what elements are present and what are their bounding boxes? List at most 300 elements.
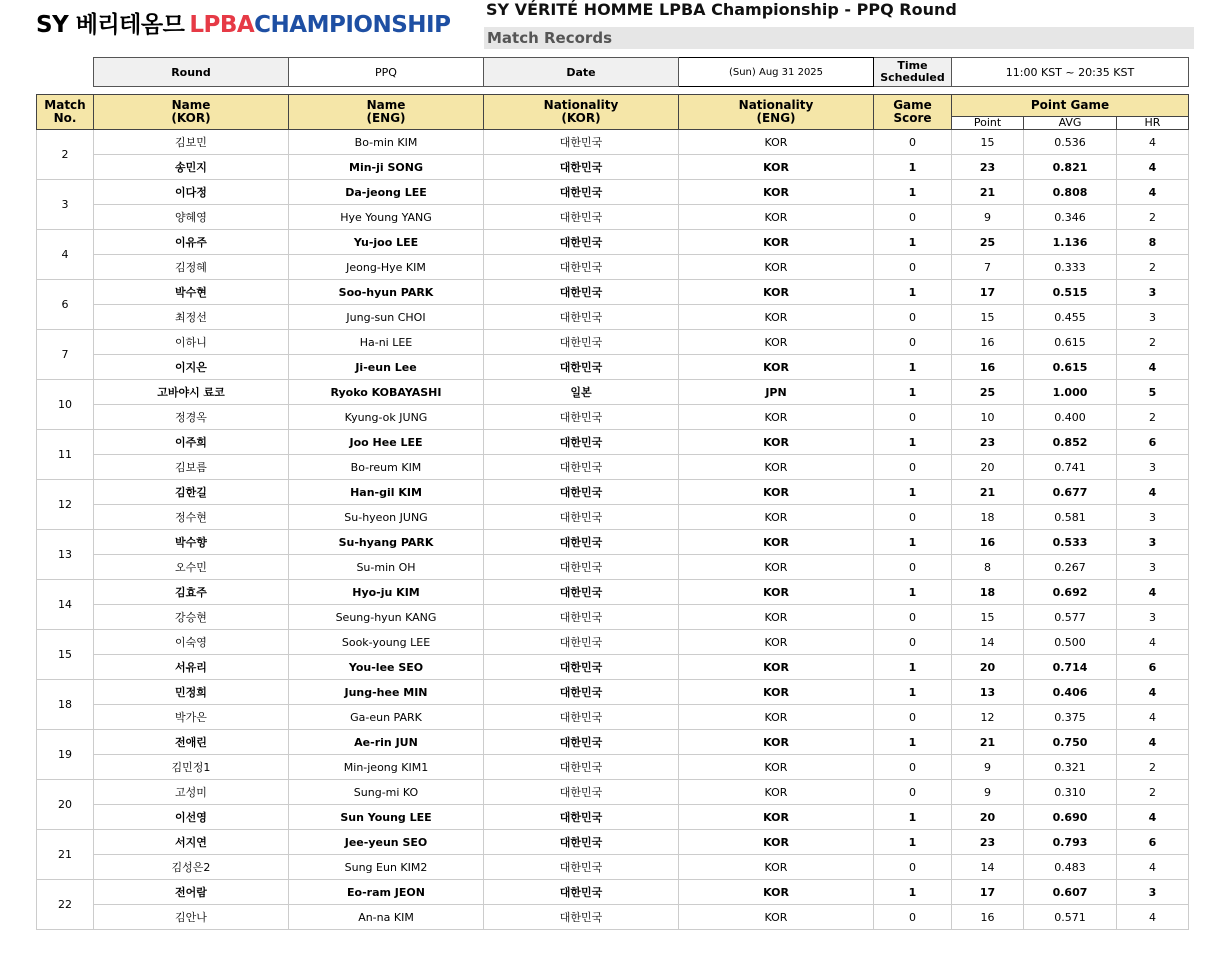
- col-name-eng: [289, 95, 484, 130]
- cell-name-kor: 박수현: [94, 280, 289, 305]
- cell-avg: 0.677: [1024, 480, 1117, 505]
- time-scheduled-value: 11:00 KST ~ 20:35 KST: [952, 58, 1189, 87]
- cell-name-kor: 최정선: [94, 305, 289, 330]
- cell-name-eng: Su-hyang PARK: [289, 530, 484, 555]
- col-nat-eng-l2: (ENG): [756, 111, 796, 125]
- cell-nationality-kor: 대한민국: [484, 155, 679, 180]
- cell-name-eng: Jee-yeun SEO: [289, 830, 484, 855]
- cell-avg: 0.533: [1024, 530, 1117, 555]
- col-game-score-l2: Score: [893, 111, 932, 125]
- cell-game-score: 0: [874, 305, 952, 330]
- cell-avg: 0.515: [1024, 280, 1117, 305]
- cell-nationality-kor: 대한민국: [484, 180, 679, 205]
- cell-nationality-kor: 대한민국: [484, 655, 679, 680]
- cell-point: 10: [952, 405, 1024, 430]
- cell-point: 14: [952, 855, 1024, 880]
- cell-point: 17: [952, 280, 1024, 305]
- table-row: [37, 905, 1189, 930]
- cell-nationality-eng: KOR: [679, 880, 874, 905]
- cell-avg: 0.808: [1024, 180, 1117, 205]
- table-row: [37, 130, 1189, 155]
- cell-point: 21: [952, 730, 1024, 755]
- cell-nationality-kor: 대한민국: [484, 680, 679, 705]
- cell-avg: 0.571: [1024, 905, 1117, 930]
- cell-hr: 2: [1117, 205, 1189, 230]
- cell-name-eng: Eo-ram JEON: [289, 880, 484, 905]
- page-title: SY VÉRITÉ HOMME LPBA Championship - PPQ Round: [486, 0, 957, 19]
- cell-avg: 0.615: [1024, 330, 1117, 355]
- cell-game-score: 0: [874, 505, 952, 530]
- cell-name-eng: Ae-rin JUN: [289, 730, 484, 755]
- cell-hr: 4: [1117, 480, 1189, 505]
- cell-avg: 1.136: [1024, 230, 1117, 255]
- cell-game-score: 0: [874, 255, 952, 280]
- cell-avg: 0.852: [1024, 430, 1117, 455]
- cell-avg: 0.536: [1024, 130, 1117, 155]
- logo-sy-text: SY 베리테옴므: [36, 12, 185, 38]
- cell-avg: 0.310: [1024, 780, 1117, 805]
- cell-hr: 4: [1117, 730, 1189, 755]
- cell-hr: 3: [1117, 305, 1189, 330]
- cell-hr: 2: [1117, 755, 1189, 780]
- cell-name-kor: 김효주: [94, 580, 289, 605]
- cell-name-kor: 이숙영: [94, 630, 289, 655]
- cell-name-eng: Sook-young LEE: [289, 630, 484, 655]
- cell-game-score: 0: [874, 405, 952, 430]
- col-point-game: Point Game: [952, 95, 1189, 117]
- cell-game-score: 0: [874, 555, 952, 580]
- match-number: 2: [37, 130, 94, 180]
- cell-avg: 0.692: [1024, 580, 1117, 605]
- table-row: [37, 555, 1189, 580]
- cell-nationality-kor: 대한민국: [484, 405, 679, 430]
- cell-hr: 3: [1117, 530, 1189, 555]
- cell-nationality-kor: 대한민국: [484, 480, 679, 505]
- cell-game-score: 1: [874, 280, 952, 305]
- cell-nationality-kor: 대한민국: [484, 705, 679, 730]
- match-number: 7: [37, 330, 94, 380]
- cell-nationality-eng: KOR: [679, 580, 874, 605]
- cell-name-kor: 고바야시 료코: [94, 380, 289, 405]
- cell-nationality-eng: KOR: [679, 130, 874, 155]
- cell-nationality-kor: 대한민국: [484, 730, 679, 755]
- cell-game-score: 1: [874, 230, 952, 255]
- cell-avg: 0.581: [1024, 505, 1117, 530]
- cell-name-kor: 전애린: [94, 730, 289, 755]
- table-row: [37, 305, 1189, 330]
- cell-name-kor: 박수향: [94, 530, 289, 555]
- cell-point: 23: [952, 430, 1024, 455]
- cell-game-score: 1: [874, 655, 952, 680]
- cell-hr: 3: [1117, 555, 1189, 580]
- cell-point: 15: [952, 305, 1024, 330]
- cell-game-score: 1: [874, 155, 952, 180]
- cell-point: 15: [952, 130, 1024, 155]
- col-nat-kor-l2: (KOR): [561, 111, 601, 125]
- table-row: [37, 155, 1189, 180]
- time-label-line1: Time: [897, 59, 928, 72]
- cell-game-score: 0: [874, 780, 952, 805]
- cell-name-eng: Da-jeong LEE: [289, 180, 484, 205]
- table-row: [37, 505, 1189, 530]
- cell-avg: 1.000: [1024, 380, 1117, 405]
- cell-point: 16: [952, 530, 1024, 555]
- cell-game-score: 1: [874, 730, 952, 755]
- cell-hr: 5: [1117, 380, 1189, 405]
- cell-avg: 0.741: [1024, 455, 1117, 480]
- match-number: 15: [37, 630, 94, 680]
- cell-name-eng: Hyo-ju KIM: [289, 580, 484, 605]
- cell-nationality-kor: 대한민국: [484, 355, 679, 380]
- cell-name-eng: Min-jeong KIM1: [289, 755, 484, 780]
- table-row: [37, 380, 1189, 405]
- cell-name-eng: Sun Young LEE: [289, 805, 484, 830]
- cell-hr: 3: [1117, 880, 1189, 905]
- cell-nationality-kor: 대한민국: [484, 230, 679, 255]
- cell-name-kor: 이하니: [94, 330, 289, 355]
- cell-avg: 0.321: [1024, 755, 1117, 780]
- cell-avg: 0.483: [1024, 855, 1117, 880]
- cell-nationality-eng: KOR: [679, 705, 874, 730]
- cell-avg: 0.690: [1024, 805, 1117, 830]
- cell-name-kor: 서유리: [94, 655, 289, 680]
- cell-nationality-eng: KOR: [679, 805, 874, 830]
- cell-game-score: 1: [874, 580, 952, 605]
- cell-name-eng: Bo-reum KIM: [289, 455, 484, 480]
- cell-nationality-kor: 대한민국: [484, 805, 679, 830]
- cell-hr: 4: [1117, 130, 1189, 155]
- cell-point: 21: [952, 180, 1024, 205]
- cell-avg: 0.346: [1024, 205, 1117, 230]
- cell-game-score: 0: [874, 205, 952, 230]
- cell-hr: 6: [1117, 655, 1189, 680]
- col-game-score-l1: Game: [893, 98, 932, 112]
- cell-nationality-eng: KOR: [679, 905, 874, 930]
- col-nat-eng: [679, 95, 874, 130]
- col-point: Point: [952, 117, 1024, 130]
- cell-nationality-kor: 대한민국: [484, 855, 679, 880]
- table-row: [37, 680, 1189, 705]
- cell-name-kor: 박가은: [94, 705, 289, 730]
- table-row: [37, 330, 1189, 355]
- match-number: 20: [37, 780, 94, 830]
- cell-hr: 2: [1117, 780, 1189, 805]
- cell-avg: 0.821: [1024, 155, 1117, 180]
- table-row: [37, 780, 1189, 805]
- cell-nationality-kor: 대한민국: [484, 555, 679, 580]
- cell-name-eng: Su-min OH: [289, 555, 484, 580]
- cell-name-eng: Han-gil KIM: [289, 480, 484, 505]
- match-number: 13: [37, 530, 94, 580]
- cell-point: 17: [952, 880, 1024, 905]
- cell-avg: 0.607: [1024, 880, 1117, 905]
- cell-avg: 0.500: [1024, 630, 1117, 655]
- date-value: (Sun) Aug 31 2025: [679, 58, 874, 87]
- cell-nationality-kor: 대한민국: [484, 755, 679, 780]
- cell-game-score: 0: [874, 455, 952, 480]
- table-row: [37, 430, 1189, 455]
- cell-avg: 0.375: [1024, 705, 1117, 730]
- cell-game-score: 1: [874, 180, 952, 205]
- cell-nationality-kor: 대한민국: [484, 605, 679, 630]
- table-row: [37, 480, 1189, 505]
- cell-name-eng: Jeong-Hye KIM: [289, 255, 484, 280]
- cell-game-score: 1: [874, 430, 952, 455]
- cell-name-kor: 정수현: [94, 505, 289, 530]
- cell-point: 13: [952, 680, 1024, 705]
- col-avg: AVG: [1024, 117, 1117, 130]
- cell-name-eng: Ji-eun Lee: [289, 355, 484, 380]
- cell-name-kor: 김보름: [94, 455, 289, 480]
- cell-name-kor: 이다정: [94, 180, 289, 205]
- match-number: 19: [37, 730, 94, 780]
- cell-game-score: 1: [874, 530, 952, 555]
- cell-nationality-kor: 대한민국: [484, 580, 679, 605]
- col-match-no: [37, 95, 94, 130]
- cell-game-score: 0: [874, 905, 952, 930]
- cell-hr: 4: [1117, 805, 1189, 830]
- cell-hr: 2: [1117, 405, 1189, 430]
- cell-nationality-eng: KOR: [679, 830, 874, 855]
- cell-hr: 4: [1117, 630, 1189, 655]
- page-subtitle: Match Records: [484, 27, 1194, 49]
- cell-point: 23: [952, 830, 1024, 855]
- cell-hr: 6: [1117, 830, 1189, 855]
- date-label: Date: [484, 58, 679, 87]
- cell-hr: 3: [1117, 505, 1189, 530]
- cell-point: 9: [952, 780, 1024, 805]
- cell-nationality-kor: 대한민국: [484, 880, 679, 905]
- cell-nationality-eng: KOR: [679, 530, 874, 555]
- cell-nationality-kor: 대한민국: [484, 205, 679, 230]
- cell-name-eng: Yu-joo LEE: [289, 230, 484, 255]
- cell-nationality-kor: 대한민국: [484, 530, 679, 555]
- cell-nationality-eng: KOR: [679, 680, 874, 705]
- cell-name-eng: Sung Eun KIM2: [289, 855, 484, 880]
- table-row: [37, 455, 1189, 480]
- table-row: [37, 755, 1189, 780]
- cell-point: 25: [952, 230, 1024, 255]
- cell-name-kor: 서지연: [94, 830, 289, 855]
- table-row: [37, 855, 1189, 880]
- cell-game-score: 0: [874, 755, 952, 780]
- cell-nationality-eng: KOR: [679, 280, 874, 305]
- cell-nationality-eng: KOR: [679, 230, 874, 255]
- time-scheduled-label: [874, 58, 952, 87]
- table-row: [37, 180, 1189, 205]
- cell-game-score: 1: [874, 880, 952, 905]
- cell-point: 16: [952, 355, 1024, 380]
- cell-game-score: 1: [874, 680, 952, 705]
- col-game-score: [874, 95, 952, 130]
- cell-hr: 4: [1117, 180, 1189, 205]
- match-number: 14: [37, 580, 94, 630]
- cell-name-eng: Ga-eun PARK: [289, 705, 484, 730]
- cell-point: 18: [952, 505, 1024, 530]
- table-row: [37, 230, 1189, 255]
- cell-nationality-eng: KOR: [679, 330, 874, 355]
- match-number: 12: [37, 480, 94, 530]
- match-number: 4: [37, 230, 94, 280]
- cell-point: 7: [952, 255, 1024, 280]
- cell-avg: 0.400: [1024, 405, 1117, 430]
- cell-name-kor: 김한길: [94, 480, 289, 505]
- cell-name-kor: 김안나: [94, 905, 289, 930]
- cell-nationality-eng: KOR: [679, 730, 874, 755]
- cell-nationality-eng: KOR: [679, 630, 874, 655]
- cell-hr: 2: [1117, 330, 1189, 355]
- cell-name-kor: 김민정1: [94, 755, 289, 780]
- cell-nationality-kor: 대한민국: [484, 305, 679, 330]
- cell-hr: 4: [1117, 905, 1189, 930]
- table-row: [37, 630, 1189, 655]
- cell-point: 12: [952, 705, 1024, 730]
- cell-nationality-kor: 대한민국: [484, 330, 679, 355]
- cell-game-score: 0: [874, 705, 952, 730]
- cell-name-eng: Hye Young YANG: [289, 205, 484, 230]
- cell-nationality-eng: KOR: [679, 755, 874, 780]
- cell-hr: 4: [1117, 580, 1189, 605]
- match-number: 10: [37, 380, 94, 430]
- cell-name-eng: Jung-hee MIN: [289, 680, 484, 705]
- cell-nationality-eng: KOR: [679, 780, 874, 805]
- cell-name-kor: 김보민: [94, 130, 289, 155]
- cell-point: 21: [952, 480, 1024, 505]
- cell-avg: 0.267: [1024, 555, 1117, 580]
- cell-point: 20: [952, 655, 1024, 680]
- cell-nationality-kor: 대한민국: [484, 830, 679, 855]
- cell-nationality-kor: 대한민국: [484, 455, 679, 480]
- cell-hr: 4: [1117, 680, 1189, 705]
- table-row: [37, 280, 1189, 305]
- cell-game-score: 1: [874, 480, 952, 505]
- cell-nationality-eng: KOR: [679, 605, 874, 630]
- cell-name-eng: Min-ji SONG: [289, 155, 484, 180]
- cell-nationality-eng: KOR: [679, 655, 874, 680]
- match-number: 6: [37, 280, 94, 330]
- cell-point: 8: [952, 555, 1024, 580]
- cell-avg: 0.577: [1024, 605, 1117, 630]
- cell-nationality-eng: KOR: [679, 180, 874, 205]
- table-row: [37, 705, 1189, 730]
- cell-name-kor: 양혜영: [94, 205, 289, 230]
- cell-point: 9: [952, 205, 1024, 230]
- cell-nationality-kor: 대한민국: [484, 130, 679, 155]
- col-match-no-l2: No.: [53, 111, 77, 125]
- cell-nationality-eng: KOR: [679, 555, 874, 580]
- cell-name-eng: Kyung-ok JUNG: [289, 405, 484, 430]
- round-label: Round: [94, 58, 289, 87]
- cell-avg: 0.333: [1024, 255, 1117, 280]
- col-name-eng-l2: (ENG): [366, 111, 406, 125]
- cell-nationality-eng: KOR: [679, 255, 874, 280]
- cell-point: 15: [952, 605, 1024, 630]
- cell-game-score: 1: [874, 805, 952, 830]
- cell-hr: 2: [1117, 255, 1189, 280]
- cell-name-eng: Soo-hyun PARK: [289, 280, 484, 305]
- col-nat-kor-l1: Nationality: [543, 98, 619, 112]
- cell-name-eng: You-lee SEO: [289, 655, 484, 680]
- cell-name-kor: 오수민: [94, 555, 289, 580]
- cell-hr: 4: [1117, 355, 1189, 380]
- cell-name-kor: 송민지: [94, 155, 289, 180]
- cell-name-eng: Bo-min KIM: [289, 130, 484, 155]
- cell-point: 23: [952, 155, 1024, 180]
- cell-name-kor: 정경옥: [94, 405, 289, 430]
- match-number: 3: [37, 180, 94, 230]
- table-row: [37, 405, 1189, 430]
- cell-hr: 4: [1117, 855, 1189, 880]
- match-number: 21: [37, 830, 94, 880]
- cell-hr: 6: [1117, 430, 1189, 455]
- logo-championship-text: CHAMPIONSHIP: [254, 12, 451, 38]
- cell-point: 25: [952, 380, 1024, 405]
- table-row: [37, 655, 1189, 680]
- col-nat-eng-l1: Nationality: [738, 98, 814, 112]
- cell-name-kor: 강승현: [94, 605, 289, 630]
- col-name-eng-l1: Name: [366, 98, 406, 112]
- match-number: 18: [37, 680, 94, 730]
- table-row: [37, 205, 1189, 230]
- cell-game-score: 0: [874, 855, 952, 880]
- cell-name-kor: 이유주: [94, 230, 289, 255]
- table-row: [37, 730, 1189, 755]
- cell-point: 9: [952, 755, 1024, 780]
- cell-nationality-eng: KOR: [679, 480, 874, 505]
- cell-nationality-eng: KOR: [679, 355, 874, 380]
- cell-nationality-kor: 대한민국: [484, 280, 679, 305]
- cell-hr: 3: [1117, 605, 1189, 630]
- cell-name-eng: An-na KIM: [289, 905, 484, 930]
- round-value: PPQ: [289, 58, 484, 87]
- cell-avg: 0.750: [1024, 730, 1117, 755]
- cell-game-score: 0: [874, 130, 952, 155]
- match-number: 22: [37, 880, 94, 930]
- cell-name-kor: 전어람: [94, 880, 289, 905]
- table-row: [37, 880, 1189, 905]
- cell-point: 18: [952, 580, 1024, 605]
- cell-game-score: 0: [874, 630, 952, 655]
- cell-name-kor: 김정혜: [94, 255, 289, 280]
- cell-avg: 0.615: [1024, 355, 1117, 380]
- cell-nationality-eng: KOR: [679, 155, 874, 180]
- cell-nationality-kor: 대한민국: [484, 630, 679, 655]
- cell-nationality-eng: KOR: [679, 855, 874, 880]
- table-row: [37, 255, 1189, 280]
- logo-lpba-text: LPBA: [189, 12, 255, 38]
- cell-name-eng: Ha-ni LEE: [289, 330, 484, 355]
- cell-nationality-kor: 대한민국: [484, 905, 679, 930]
- time-label-line2: Scheduled: [880, 71, 945, 84]
- cell-game-score: 0: [874, 605, 952, 630]
- cell-name-kor: 이선영: [94, 805, 289, 830]
- cell-nationality-kor: 대한민국: [484, 505, 679, 530]
- cell-hr: 3: [1117, 280, 1189, 305]
- cell-point: 14: [952, 630, 1024, 655]
- cell-nationality-kor: 대한민국: [484, 780, 679, 805]
- table-row: [37, 530, 1189, 555]
- cell-hr: 4: [1117, 705, 1189, 730]
- cell-name-eng: Joo Hee LEE: [289, 430, 484, 455]
- cell-nationality-kor: 일본: [484, 380, 679, 405]
- cell-name-eng: Sung-mi KO: [289, 780, 484, 805]
- col-name-kor: [94, 95, 289, 130]
- cell-point: 16: [952, 905, 1024, 930]
- cell-hr: 4: [1117, 155, 1189, 180]
- cell-hr: 8: [1117, 230, 1189, 255]
- table-row: [37, 355, 1189, 380]
- cell-nationality-eng: KOR: [679, 405, 874, 430]
